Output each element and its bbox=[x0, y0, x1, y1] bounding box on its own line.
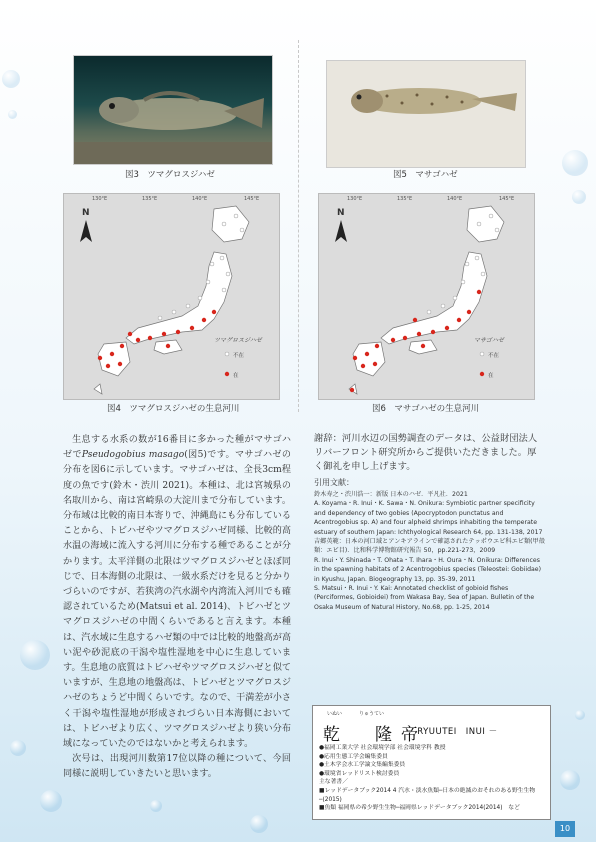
lon-label: 130°E bbox=[92, 196, 108, 202]
legend-absent: 不在 bbox=[488, 353, 500, 359]
reference-item: R. Inui・Y. Shinada・T. Ohata・T. Ihara・H. Oura・N. Onikura: Differences in the spawning habitats of 2 Acentrogobius species (Teleostei: Gobiidae) in Kyushu, Japan. Biogeography 13, pp. 35-39, 2011 bbox=[314, 556, 542, 583]
legend-present: 在 bbox=[488, 373, 494, 379]
distribution-map-masagohaze bbox=[318, 193, 535, 400]
credential-item: 主な著書／ bbox=[319, 779, 348, 786]
name-ruby-family: いぬい bbox=[327, 711, 343, 717]
author-profile bbox=[312, 705, 551, 820]
japan-map bbox=[64, 194, 279, 399]
lon-label: 140°E bbox=[192, 196, 208, 202]
column-divider bbox=[298, 40, 299, 412]
bubble-decoration bbox=[2, 70, 20, 88]
bubble-decoration bbox=[20, 640, 50, 670]
fish-illustration bbox=[327, 61, 525, 167]
credential-item: ●福岡工業大学 社会環境学部 社会環境学科 教授 bbox=[319, 745, 446, 751]
author-name-roman: － RYUUTEI INUI － bbox=[405, 727, 498, 737]
acknowledgments: 謝辞：河川水辺の国勢調査のデータは、公益財団法人 リバーフロント研究所からご提供いただきました。厚く御礼を申し上げます。 bbox=[314, 433, 538, 472]
scientific-name: Pseudogobius masago bbox=[81, 450, 185, 461]
credential-item: ●土木学会水工学論文集編集委員 bbox=[319, 762, 406, 769]
bubble-decoration bbox=[250, 815, 268, 833]
credential-item: ●環境省レッドリスト検討委員 bbox=[319, 770, 400, 777]
reference-item: 鈴木寿之・渋川浩一：新版 日本のハゼ．平凡社．2021 bbox=[314, 491, 468, 498]
name-ruby-given: りゅうてい bbox=[359, 711, 385, 717]
lon-label: 130°E bbox=[347, 196, 363, 202]
bubble-decoration bbox=[572, 190, 586, 204]
body-text: 生息する水系の数が16番目に多かった種がマサゴハゼで bbox=[63, 435, 291, 461]
lon-label: 145°E bbox=[499, 196, 515, 202]
body-text: (図5)です。マサゴハゼの分布を図6に示しています。マサゴハゼは、全長3cm程度の魚です(鈴木・渋川 2021)。本種は、北は宮城県の名取川から、南は宮崎県の大淀川まで分布しています。分布域は比較的南日本寄りで、沖縄島にも分布していることから、トビハゼやツマグロスジハゼ同様、比較的高水温の海域に流入する河川に分布する種であることが分かります。太平洋側の北限はツマグロスジハゼとほぼ同じで、日本海側の北限は、一級水系だけを見ると分かりづらいのですが、若狭湾の汽水湖や内湾流入河川でも確認されているため(Matsui et al. 2014)、トビハゼとツマグロスジハゼの中間くらいであると言えます。本種は、汽水域に生息するハゼ類の中では比較的地盤高が高い泥や砂泥底の干潟や塩性湿地を中心に生息しています。生息地の底質はトビハゼやツマグロスジハゼと似ていますが、生息地の地盤高は、トビハゼとツマグロスジハゼのちょうど中間くらいです。なので、干満差が小さく干潟や塩性湿地が形成されづらい日本海側においては、トビハゼより広く、ツマグロスジハゼより狭い分布域になっていたのではないかと考えられます。 bbox=[63, 450, 291, 750]
bubble-decoration bbox=[10, 740, 26, 756]
bubble-decoration bbox=[150, 800, 162, 812]
north-label: N bbox=[337, 208, 345, 218]
bubble-decoration bbox=[575, 710, 585, 720]
fig5-caption: 図5 マサゴハゼ bbox=[393, 170, 458, 180]
reference-item: A. Koyama・R. Inui・K. Sawa・N. Onikura: Symbiotic partner specificity and dependency of two gobies (Apocryptodon punctatus and Acentrogobius sp. A) and four alpheid shrimps inhabiting the temperate estuary of southern Japan: Ichthyological Research 64, pp. 131-138, 2017 bbox=[314, 500, 543, 536]
lon-label: 140°E bbox=[447, 196, 463, 202]
fig4-caption: 図4 ツマグロスジハゼの生息河川 bbox=[107, 404, 240, 414]
references-heading: 引用文献： bbox=[314, 478, 354, 487]
lon-label: 135°E bbox=[142, 196, 158, 202]
bubble-decoration bbox=[560, 770, 580, 790]
map-species-label: ツマグロスジハゼ bbox=[214, 337, 262, 344]
north-label: N bbox=[82, 208, 90, 218]
north-arrow bbox=[80, 220, 92, 242]
credential-item: ●応用生態工学会編集委員 bbox=[319, 753, 388, 760]
lon-label: 135°E bbox=[397, 196, 413, 202]
bubble-decoration bbox=[8, 110, 17, 119]
page-number: 10 bbox=[555, 821, 575, 837]
body-paragraph bbox=[63, 433, 291, 752]
legend-absent: 不在 bbox=[233, 353, 245, 359]
legend-present: 在 bbox=[233, 373, 239, 379]
lon-label: 145°E bbox=[244, 196, 260, 202]
reference-item: S. Matsui・R. Inui・Y. Kai: Annotated checklist of gobioid fishes (Perciformes, Gobioidei) from Wakasa Bay, Sea of Japan. Bulletin of the Osaka Museum of Natural History, No.68, pp. 1-25, 2014 bbox=[314, 585, 535, 611]
references-list bbox=[314, 490, 546, 612]
fish-illustration bbox=[74, 56, 272, 164]
bubble-decoration bbox=[40, 790, 62, 812]
distribution-map-tsumagurosujihaze bbox=[63, 193, 280, 400]
bubble-decoration bbox=[562, 150, 588, 176]
reference-item: 吉郷英範：日本の河口域とアンキアラインで確認されたテッポウエビ科エビ類(甲殻類：エビ目)．比和科学博物館研究報告 50，pp.221-273，2009 bbox=[314, 538, 545, 555]
goby-photo-tsumagurosujihaze bbox=[73, 55, 273, 165]
article-body bbox=[63, 433, 291, 783]
body-paragraph: 次号は、出現河川数第17位以降の種について、今回同様に説明していきたいと思います。 bbox=[63, 754, 291, 780]
goby-photo-masagohaze bbox=[326, 60, 526, 168]
map-species-label: マサゴハゼ bbox=[474, 337, 504, 344]
japan-map bbox=[319, 194, 534, 399]
author-name: 乾 隆帝 bbox=[323, 725, 427, 745]
fig3-caption: 図3 ツマグロスジハゼ bbox=[125, 170, 215, 180]
north-arrow bbox=[335, 220, 347, 242]
fig6-caption: 図6 マサゴハゼの生息河川 bbox=[372, 404, 480, 414]
credential-item: ■レッドデータブック2014 4 汽水・淡水魚類─日本の絶滅のおそれのある野生生物─(2015) bbox=[319, 787, 536, 803]
author-credentials bbox=[319, 744, 547, 813]
credential-item: ■魚類 福岡県の希少野生生物─福岡県レッドデータブック2014(2014) など bbox=[319, 805, 520, 812]
